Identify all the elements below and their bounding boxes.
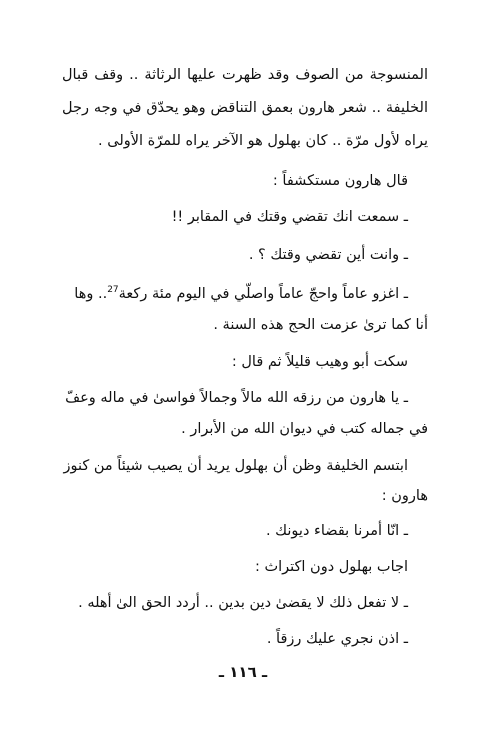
dialogue-text: ـ اغزو عاماً واحجّ عاماً واصلّي في اليوم مئة ركعة — [118, 286, 408, 302]
dialogue-line: ـ يا هارون من رزقه الله مالاً وجمالاً فواسىٰ في ماله وعفّ — [65, 390, 408, 406]
dialogue-line — [62, 283, 408, 305]
paragraph-line: يراه لأول مرّة .. كان بهلول هو الآخر يراه للمرّة الأولى . — [98, 133, 428, 149]
narration-line: هارون : — [381, 488, 428, 504]
dialogue-line: في جماله كتب في ديوان الله من الأبرار . — [181, 421, 428, 437]
footnote-marker: 27 — [107, 285, 119, 296]
narration-line: اجاب بهلول دون اكتراث : — [254, 559, 408, 575]
narration-line: سكت أبو وهيب قليلاً ثم قال : — [231, 354, 408, 370]
dialogue-line: ـ لا تفعل ذلك لا يقضىٰ دين بدين .. أردد الحق الىٰ أهله . — [78, 595, 408, 611]
dialogue-text: .. وها — [74, 286, 108, 302]
dialogue-line: ـ انّا أمرنا بقضاء ديونك . — [265, 523, 408, 539]
dialogue-line: أنا كما ترىٰ عزمت الحج هذه السنة . — [213, 317, 428, 333]
dialogue-line: ـ وانت أين تقضي وقتك ؟ . — [248, 247, 408, 263]
paragraph-line: المنسوجة من الصوف وقد ظهرت عليها الرثاثة .. وقف قبال — [62, 67, 428, 83]
narration-line: قال هارون مستكشفاً : — [272, 173, 408, 189]
dialogue-line: ـ سمعت انك تقضي وقتك في المقابر !! — [171, 209, 408, 225]
narration-line: ابتسم الخليفة وظن أن بهلول يريد أن يصيب شيئاً من كنوز — [63, 458, 408, 474]
page-number: ـ ١١٦ ـ — [218, 663, 268, 681]
paragraph-line: الخليفة .. شعر هارون بعمق التناقض وهو يحدّق في وجه رجل — [62, 100, 428, 116]
dialogue-line: ـ اذن نجري عليك رزقاً . — [266, 631, 408, 647]
